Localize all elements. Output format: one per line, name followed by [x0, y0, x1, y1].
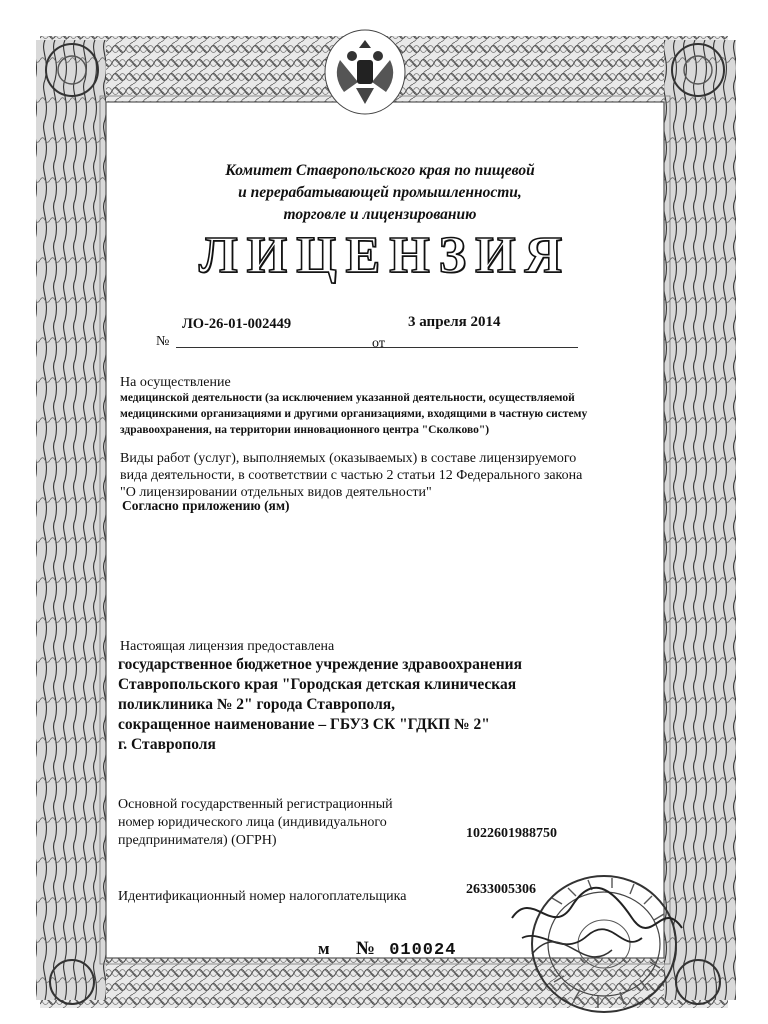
holder-line-5: г. Ставрополя: [118, 736, 216, 753]
issuer-name-line-1: Комитет Ставропольского края по пищевой: [225, 162, 535, 179]
issuer-name-line-2: и перерабатывающей промышленности,: [238, 184, 522, 201]
ogrn-value: 1022601988750: [466, 826, 557, 841]
activity-line-1: медицинской деятельности (за исключением указанной деятельности, осуществляемой: [120, 392, 575, 404]
serial-series: м: [318, 939, 330, 958]
date-underline: [390, 347, 578, 348]
date-label: от: [372, 336, 385, 351]
seal-stamp-icon: [492, 858, 692, 1018]
activity-line-3: здравоохранения, на территории инновационного центра "Сколково"): [120, 424, 490, 436]
license-number: ЛО-26-01-002449: [182, 316, 292, 332]
holder-line-3: поликлиника № 2" города Ставрополя,: [118, 696, 396, 713]
holder-line-2: Ставропольского края "Городская детская клиническая: [118, 676, 517, 693]
blank-serial-number: [318, 938, 456, 960]
holder-line-1: государственное бюджетное учреждение здравоохранения: [118, 656, 522, 673]
number-label: №: [156, 334, 170, 349]
works-line-2: вида деятельности, в соответствии с частью 2 статьи 12 Федерального закона: [120, 468, 583, 483]
works-value: Согласно приложению (ям): [122, 498, 290, 513]
inn-label: Идентификационный номер налогоплательщика: [118, 889, 407, 904]
ogrn-line-1: Основной государственный регистрационный: [118, 797, 393, 812]
serial-number-sign: №: [355, 938, 375, 959]
activity-line-2: медицинскими организациями и другими организациями, входящими в частную систему: [120, 408, 588, 420]
coat-of-arms-icon: [322, 26, 408, 116]
document-title: ЛИЦЕНЗИЯ: [198, 227, 572, 284]
issuer-name-line-3: торговле и лицензированию: [283, 206, 477, 223]
license-date: 3 апреля 2014: [408, 314, 501, 330]
activity-label: На осуществление: [120, 375, 231, 390]
holder-name: [118, 655, 638, 755]
inn-value: 2633005306: [466, 882, 536, 897]
holder-line-4: сокращенное наименование – ГБУЗ СК "ГДКП № 2": [118, 716, 490, 733]
ogrn-line-3: предпринимателя) (ОГРН): [118, 833, 277, 848]
holder-label: Настоящая лицензия предоставлена: [120, 639, 335, 654]
ogrn-line-2: номер юридического лица (индивидуального: [118, 815, 387, 830]
works-line-3: "О лицензировании отдельных видов деятельности": [120, 485, 432, 500]
works-line-1: Виды работ (услуг), выполняемых (оказываемых) в составе лицензируемого: [120, 451, 577, 466]
license-number-row: [120, 314, 600, 354]
serial-number: 010024: [389, 941, 457, 960]
